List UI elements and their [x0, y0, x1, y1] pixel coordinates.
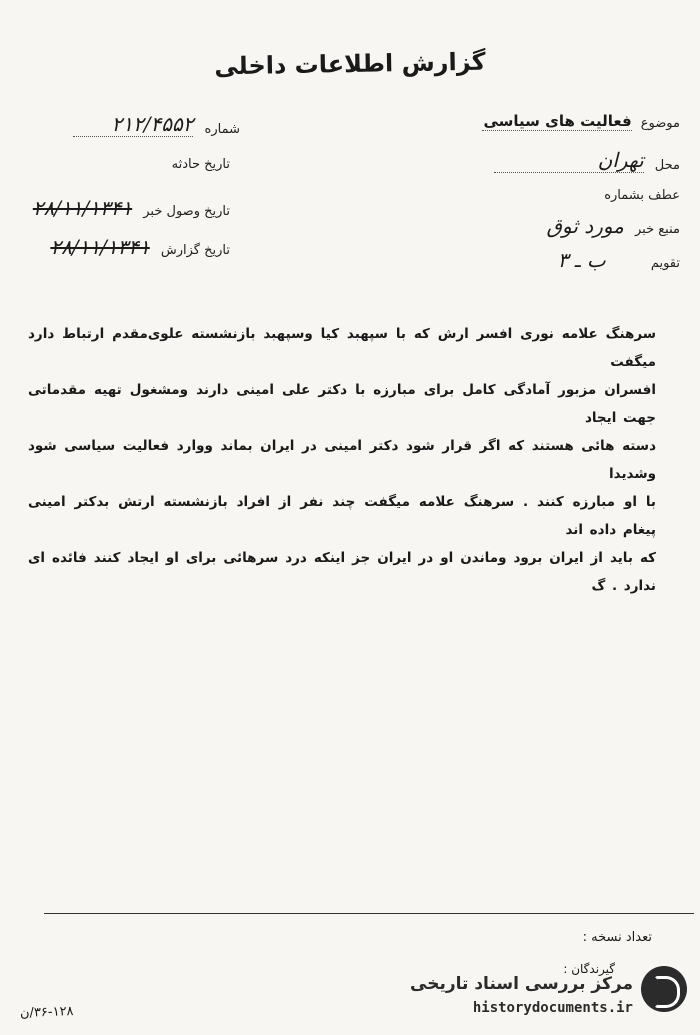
report-date-label: تاریخ گزارش — [160, 243, 230, 258]
field-event-date — [60, 153, 230, 172]
field-location — [494, 148, 680, 173]
field-ref — [593, 184, 680, 203]
report-date-value: ۲۸/۱۱/۱۳۴۱ — [50, 235, 150, 259]
field-report-date — [30, 235, 230, 259]
body-line: سرهنگ علامه نوری افسر ارش که با سپهبد کیا وسپهبد بازنشسته علوی‌مقدم ارتباط دارد میگفت — [28, 326, 656, 370]
field-source — [547, 214, 680, 238]
number-value: ۲۱۲/۴۵۵۲ — [73, 112, 193, 137]
source-value: مورد ثوق — [546, 214, 624, 238]
number-label: شماره — [204, 122, 240, 137]
document-title: گزارش اطلاعات داخلی — [214, 47, 486, 81]
recipients-label: گیرندگان : — [563, 962, 615, 976]
body-line: که باید از ایران برود وماندن او در ایران جز اینکه درد سرهائی برای او ایجاد کنند فائده ای ندارد . گ — [28, 550, 656, 594]
source-label: منبع خبر — [635, 222, 680, 237]
body-line: دسته هائی هستند که اگر قرار شود دکتر امینی در ایران بماند ووارد فعالیت سیاسی شود وشدیدا — [28, 438, 656, 482]
watermark — [410, 960, 695, 1030]
subject-value: فعالیت های سیاسی — [483, 112, 632, 130]
field-evaluation — [558, 248, 680, 272]
field-subject — [482, 112, 680, 131]
watermark-name: مرکز بررسی اسناد تاریخی — [410, 974, 633, 994]
report-body — [28, 320, 656, 600]
watermark-url: historydocuments.ir — [472, 1000, 633, 1016]
evaluation-value: ب ـ ۳ — [557, 248, 606, 272]
footer-divider — [44, 913, 694, 914]
body-line: افسران مزبور آمادگی کامل برای مبارزه با دکتر علی امینی دارند ومشغول تهیه مقدماتی جهت ایجاد — [28, 382, 656, 426]
ref-label: عطف بشماره — [604, 188, 680, 203]
field-receipt-date — [30, 196, 230, 220]
location-label: محل — [654, 158, 680, 173]
archive-logo-icon — [641, 966, 687, 1012]
receipt-date-label: تاریخ وصول خبر — [143, 204, 230, 219]
location-value: تهران — [494, 148, 644, 173]
event-date-label: تاریخ حادثه — [171, 157, 230, 172]
receipt-date-value: ۲۸/۱۱/۱۳۴۱ — [32, 196, 133, 220]
document-number: ۳۶-۱۲۸/ن — [19, 1004, 74, 1021]
subject-label: موضوع — [640, 116, 680, 131]
body-line: با او مبارزه کنند . سرهنگ علامه میگفت چند نفر از افراد بازنشسته ارتش بدکتر امینی پیغام داده اند — [28, 494, 656, 538]
field-number — [60, 112, 240, 137]
evaluation-label: تقویم — [650, 256, 680, 271]
copies-label: تعداد نسخه : — [582, 930, 652, 945]
